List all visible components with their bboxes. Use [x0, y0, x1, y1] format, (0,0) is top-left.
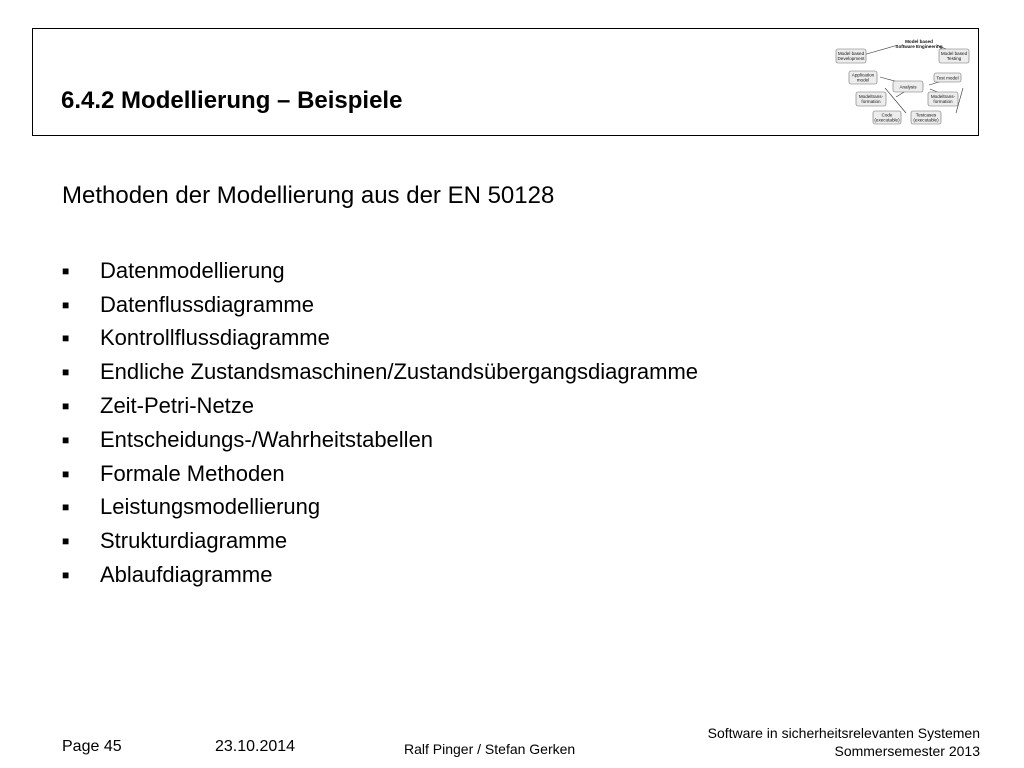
- node-mbt-line1: Model based: [940, 51, 968, 56]
- node-code-line2: (executable): [874, 117, 900, 123]
- list-item-label: Endliche Zustandsmaschinen/Zustandsübergangsdiagramme: [100, 359, 699, 385]
- node-mbd-line1: Model based: [837, 51, 865, 56]
- list-item-label: Datenflussdiagramme: [100, 291, 314, 317]
- bullet-list: [62, 254, 698, 592]
- list-item-label: Strukturdiagramme: [100, 528, 288, 554]
- list-item: [62, 355, 698, 389]
- node-modeltransformation-left: [856, 92, 886, 106]
- list-item: [62, 254, 698, 288]
- node-code-line1: Code: [881, 112, 893, 118]
- content-subtitle: Methoden der Modellierung aus der EN 50128: [62, 182, 555, 209]
- node-analysis: [893, 81, 923, 92]
- slide-title: 6.4.2 Modellierung – Beispiele: [61, 87, 403, 114]
- list-item-label: Kontrollflussdiagramme: [100, 325, 330, 351]
- bullet-square-icon: ■: [62, 297, 70, 312]
- bullet-square-icon: ■: [62, 399, 70, 414]
- node-testcases-executable: [911, 111, 941, 124]
- bullet-square-icon: ■: [62, 365, 70, 380]
- footer-date: 23.10.2014: [215, 738, 296, 755]
- node-app-line2: model: [856, 77, 870, 83]
- bullet-square-icon: ■: [62, 331, 70, 346]
- node-testcases-line1: Testcases: [915, 112, 937, 118]
- node-code-executable: [873, 111, 901, 124]
- diagram-title-line2: Software Engineering: [895, 44, 943, 49]
- node-app-line1: Application: [851, 72, 875, 78]
- list-item-label: Zeit-Petri-Netze: [100, 393, 255, 419]
- list-item: [62, 558, 698, 592]
- list-item: [62, 389, 698, 423]
- bullet-square-icon: ■: [62, 432, 70, 447]
- list-item-label: Datenmodellierung: [100, 257, 285, 283]
- node-mbt-line2: Testing: [946, 56, 962, 61]
- list-item: [62, 322, 698, 356]
- list-item-label: Formale Methoden: [100, 460, 285, 486]
- node-model-based-testing: [939, 49, 969, 63]
- node-test-model: [934, 73, 961, 82]
- node-testcases-line2: (executable): [913, 117, 939, 123]
- bullet-square-icon: ■: [62, 466, 70, 481]
- list-item: [62, 491, 698, 525]
- footer-authors: Ralf Pinger / Stefan Gerken: [404, 741, 576, 757]
- node-model-based-development: [836, 49, 866, 63]
- bullet-square-icon: ■: [62, 568, 70, 583]
- footer-course-info: [708, 724, 980, 760]
- mbse-diagram: [833, 33, 973, 133]
- footer-course-title: Software in sicherheitsrelevanten Systemen: [707, 725, 980, 741]
- list-item-label: Entscheidungs-/Wahrheitstabellen: [100, 426, 434, 452]
- node-trans-left-line2: formation: [861, 99, 881, 104]
- list-item: [62, 288, 698, 322]
- bullet-square-icon: ■: [62, 263, 70, 278]
- node-modeltransformation-right: [928, 92, 958, 106]
- slide-header: [32, 28, 979, 136]
- list-item-label: Leistungsmodellierung: [100, 494, 321, 520]
- list-item: [62, 524, 698, 558]
- node-trans-right-line2: formation: [933, 99, 953, 104]
- node-test-model-label: Test model: [936, 75, 959, 81]
- node-application-model: [849, 71, 877, 84]
- list-item-label: Ablaufdiagramme: [100, 562, 273, 588]
- node-trans-right-line1: Modeltrans-: [930, 94, 956, 99]
- bullet-square-icon: ■: [62, 534, 70, 549]
- node-trans-left-line1: Modeltrans-: [858, 94, 884, 99]
- list-item: [62, 423, 698, 457]
- diagram-title-line1: Model based: [905, 39, 933, 44]
- node-mbd-line2: Development: [837, 56, 865, 61]
- bullet-square-icon: ■: [62, 500, 70, 515]
- footer-page-number: Page 45: [62, 738, 122, 755]
- node-analysis-label: Analysis: [899, 84, 917, 90]
- list-item: [62, 457, 698, 491]
- footer-semester: Sommersemester 2013: [834, 743, 980, 759]
